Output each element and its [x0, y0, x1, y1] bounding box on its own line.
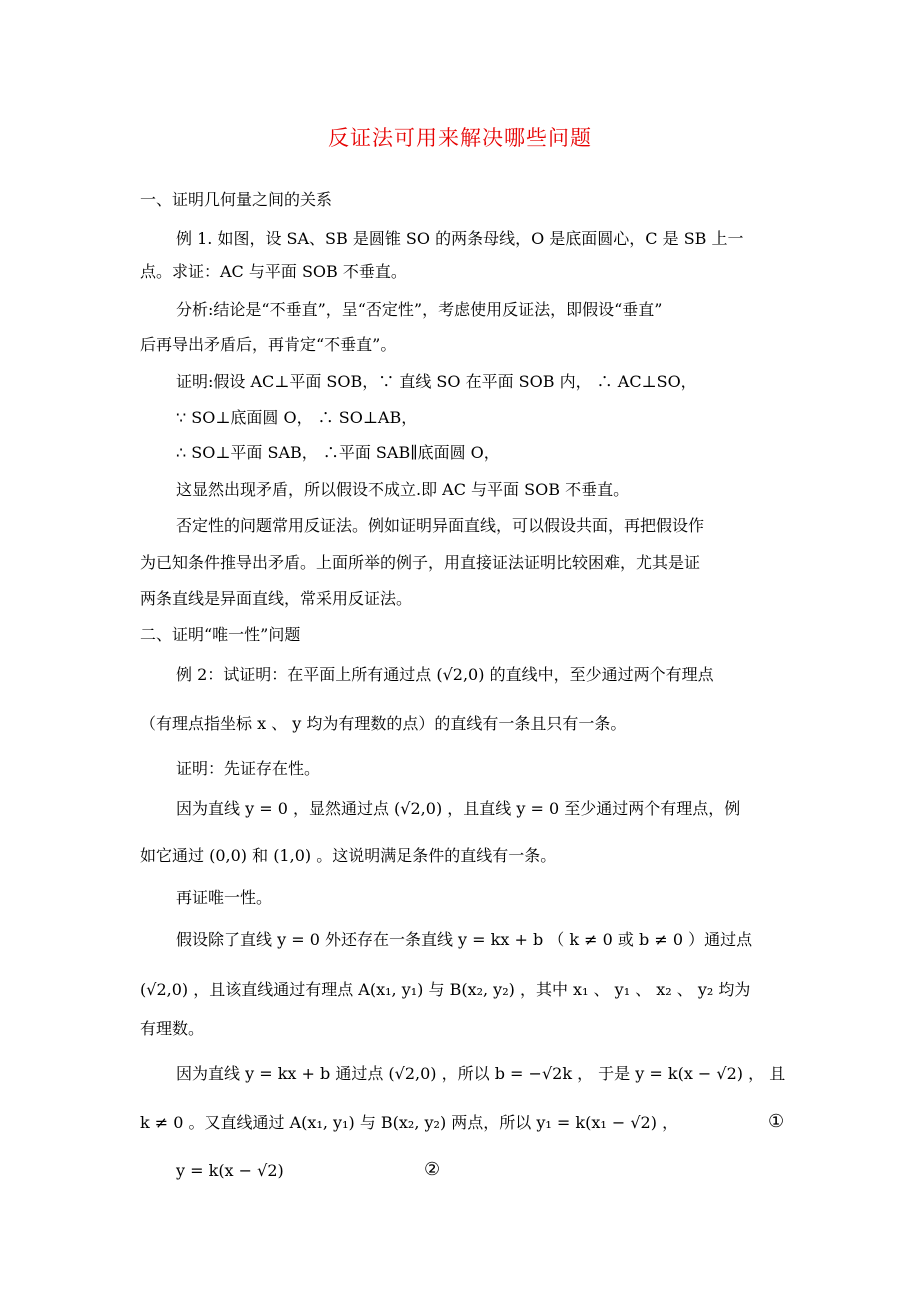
paragraph-line: 点。求证：AC 与平面 SOB 不垂直。: [140, 262, 407, 281]
proof-line: 再证唯一性。: [176, 888, 273, 907]
equation-marker-1: ①: [768, 1111, 785, 1132]
paragraph-line: 分析:结论是“不垂直”，呈“否定性”，考虑使用反证法，即假设“垂直”: [176, 300, 663, 319]
paragraph-line: 例 2：试证明：在平面上所有通过点 (√2,0) 的直线中，至少通过两个有理点: [176, 665, 714, 684]
paragraph-line: 否定性的问题常用反证法。例如证明异面直线，可以假设共面，再把假设作: [176, 516, 705, 535]
paragraph-line: 例 1. 如图，设 SA、SB 是圆锥 SO 的两条母线，O 是底面圆心，C 是 SB 上一: [176, 229, 744, 248]
proof-line: k ≠ 0 。又直线通过 A(x₁, y₁) 与 B(x₂, y₂) 两点，所以 y₁ = k(x₁ − √2) ，: [140, 1113, 679, 1132]
page-title: 反证法可用来解决哪些问题: [328, 126, 592, 150]
section-heading-1: 一、证明几何量之间的关系: [140, 190, 333, 209]
proof-line: 这显然出现矛盾，所以假设不成立.即 AC 与平面 SOB 不垂直。: [176, 480, 630, 499]
proof-line: ∵ SO⊥底面圆 O， ∴ SO⊥AB，: [176, 408, 418, 427]
proof-line: 有理数。: [140, 1019, 205, 1038]
paragraph-line: （有理点指坐标 x 、 y 均为有理数的点）的直线有一条且只有一条。: [140, 714, 627, 733]
equation-line: y = k(x − √2): [176, 1161, 284, 1180]
proof-line: 如它通过 (0,0) 和 (1,0) 。这说明满足条件的直线有一条。: [140, 846, 557, 865]
paragraph-line: 为已知条件推导出矛盾。上面所举的例子，用直接证法证明比较困难，尤其是证: [140, 553, 701, 572]
proof-line: ∴ SO⊥平面 SAB， ∴平面 SAB∥底面圆 O，: [176, 443, 500, 462]
proof-line: 证明：先证存在性。: [176, 759, 321, 778]
equation-marker-2: ②: [424, 1159, 441, 1180]
proof-line: 因为直线 y = kx + b 通过点 (√2,0) ，所以 b = −√2k ， 于是 y = k(x − √2) ， 且: [176, 1064, 786, 1083]
section-heading-2: 二、证明“唯一性”问题: [140, 625, 301, 644]
proof-line: 假设除了直线 y = 0 外还存在一条直线 y = kx + b （ k ≠ 0 或 b ≠ 0 ）通过点: [176, 930, 753, 949]
proof-line: 证明:假设 AC⊥平面 SOB，∵ 直线 SO 在平面 SOB 内， ∴ AC⊥SO，: [176, 372, 697, 391]
paragraph-line: 两条直线是异面直线，常采用反证法。: [140, 589, 413, 608]
proof-line: (√2,0) ，且该直线通过有理点 A(x₁, y₁) 与 B(x₂, y₂) ，其中 x₁ 、 y₁ 、 x₂ 、 y₂ 均为: [140, 980, 751, 999]
proof-line: 因为直线 y = 0 ，显然通过点 (√2,0) ，且直线 y = 0 至少通过两个有理点，例: [176, 799, 741, 818]
paragraph-line: 后再导出矛盾后，再肯定“不垂直”。: [140, 335, 397, 354]
